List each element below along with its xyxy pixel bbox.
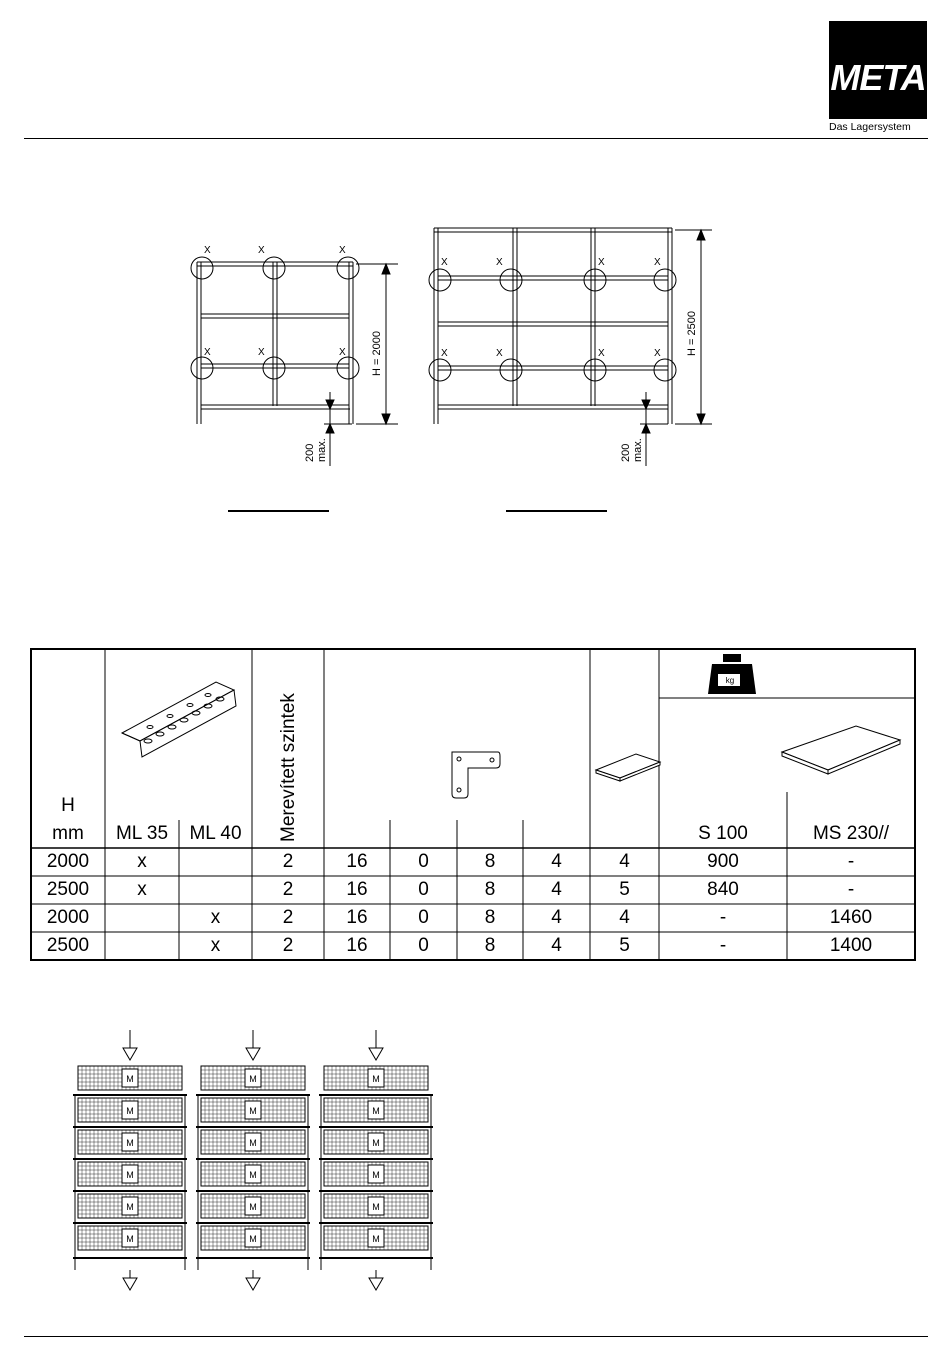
table-cell: 4 [551,879,562,900]
table-cell: 16 [346,879,368,900]
table-cell [179,848,252,876]
x-mark: X [204,245,211,256]
x-mark: X [654,257,661,268]
table-cell: 1400 [829,935,873,956]
crate-stacks [73,1030,433,1290]
table-cell: 2000 [46,851,90,872]
table-cell: 840 [707,879,739,900]
logo-text: META [830,57,926,98]
shelf-board-small-icon [596,754,660,781]
table-cell: x [137,879,147,900]
table-cell: 4 [619,851,630,872]
table-cell: - [719,907,727,928]
x-mark: X [598,257,605,268]
height-label-left: H = 2000 [371,331,383,376]
table-cell: x [137,851,147,872]
table-cell: x [210,935,221,956]
table-cell: 2 [282,935,294,956]
crate-stack [196,1030,310,1290]
footer-divider [24,1336,928,1337]
table-cell: 5 [619,935,630,956]
crate-label: M [126,1138,134,1148]
shelf-left-frame [191,257,398,466]
x-mark: X [339,245,346,256]
crate-label: M [249,1234,257,1244]
table-cell: 8 [484,879,496,900]
weight-icon [708,654,756,694]
table-cell [105,904,179,932]
x-mark: X [339,347,346,358]
table-cell: 4 [551,935,562,956]
shelf-right-frame [429,228,712,466]
table-cell: - [719,935,727,956]
table-cell: 5 [619,879,630,900]
crate-label: M [372,1170,380,1180]
ml-profile-icon [122,682,236,757]
crate-stack [319,1030,433,1290]
table-cell: 2000 [46,907,90,928]
table-cell: 0 [418,907,429,928]
ml35-header: ML 35 [115,823,169,844]
crate-label: M [372,1074,380,1084]
base-unit-left: max. [316,438,328,462]
x-mark: X [258,347,265,358]
crate-label: M [126,1234,134,1244]
table-cell: x [210,907,221,928]
table-cell: 0 [418,935,429,956]
base-unit-right: max. [632,438,644,462]
x-mark: X [441,257,448,268]
x-mark: X [441,348,448,359]
x-mark: X [598,348,605,359]
x-mark: X [204,347,211,358]
crate-label: M [126,1074,134,1084]
corner-plate-icon [452,752,500,798]
table-cell: 2 [282,851,294,872]
height-label-right: H = 2500 [686,311,698,356]
table-cell: 8 [484,935,496,956]
shelf-board-large-icon [782,726,900,774]
table-cell: 0 [418,851,429,872]
crate-label: M [249,1106,257,1116]
crate-label: M [249,1170,257,1180]
mm-header: mm [52,823,84,844]
table-cell: 2 [282,907,294,928]
table-cell: 0 [418,879,429,900]
tagline: Das Lagersystem [829,121,911,133]
table-cell: - [847,879,855,900]
crate-label: M [249,1202,257,1212]
weight-icon-label: kg [725,676,735,685]
crate-label: M [126,1170,134,1180]
table-cell: 900 [707,851,739,872]
table-cell: 4 [551,907,562,928]
crate-stack [73,1030,187,1290]
crate-label: M [249,1074,257,1084]
crate-label: M [126,1202,134,1212]
base-value-right: 200 [620,443,632,462]
x-mark: X [496,257,503,268]
table-cell: 16 [346,851,368,872]
table-cell: 2500 [46,879,90,900]
table-cell [105,932,179,960]
table-cell: 8 [484,907,496,928]
x-mark: X [654,348,661,359]
ml40-header: ML 40 [189,823,242,844]
crate-label: M [372,1234,380,1244]
ms230-header: MS 230// [812,823,890,844]
crate-label: M [126,1106,134,1116]
stiffened-levels-header: Merevített szintek [278,693,299,842]
table-cell [179,876,252,904]
crate-label: M [249,1138,257,1148]
table-cell: 1460 [829,907,873,928]
table-cell: 16 [346,907,368,928]
crate-label: M [372,1202,380,1212]
base-value-left: 200 [304,443,316,462]
table-cell: 2 [282,879,294,900]
table-cell: 16 [346,935,368,956]
s100-header: S 100 [698,823,748,844]
table-cell: 4 [619,907,630,928]
table-cell: - [847,851,855,872]
table-cell: 8 [484,851,496,872]
crate-label: M [372,1106,380,1116]
h-header: H [61,795,75,816]
x-mark: X [258,245,265,256]
table-cell: 4 [551,851,562,872]
crate-label: M [372,1138,380,1148]
table-cell: 2500 [46,935,90,956]
x-mark: X [496,348,503,359]
